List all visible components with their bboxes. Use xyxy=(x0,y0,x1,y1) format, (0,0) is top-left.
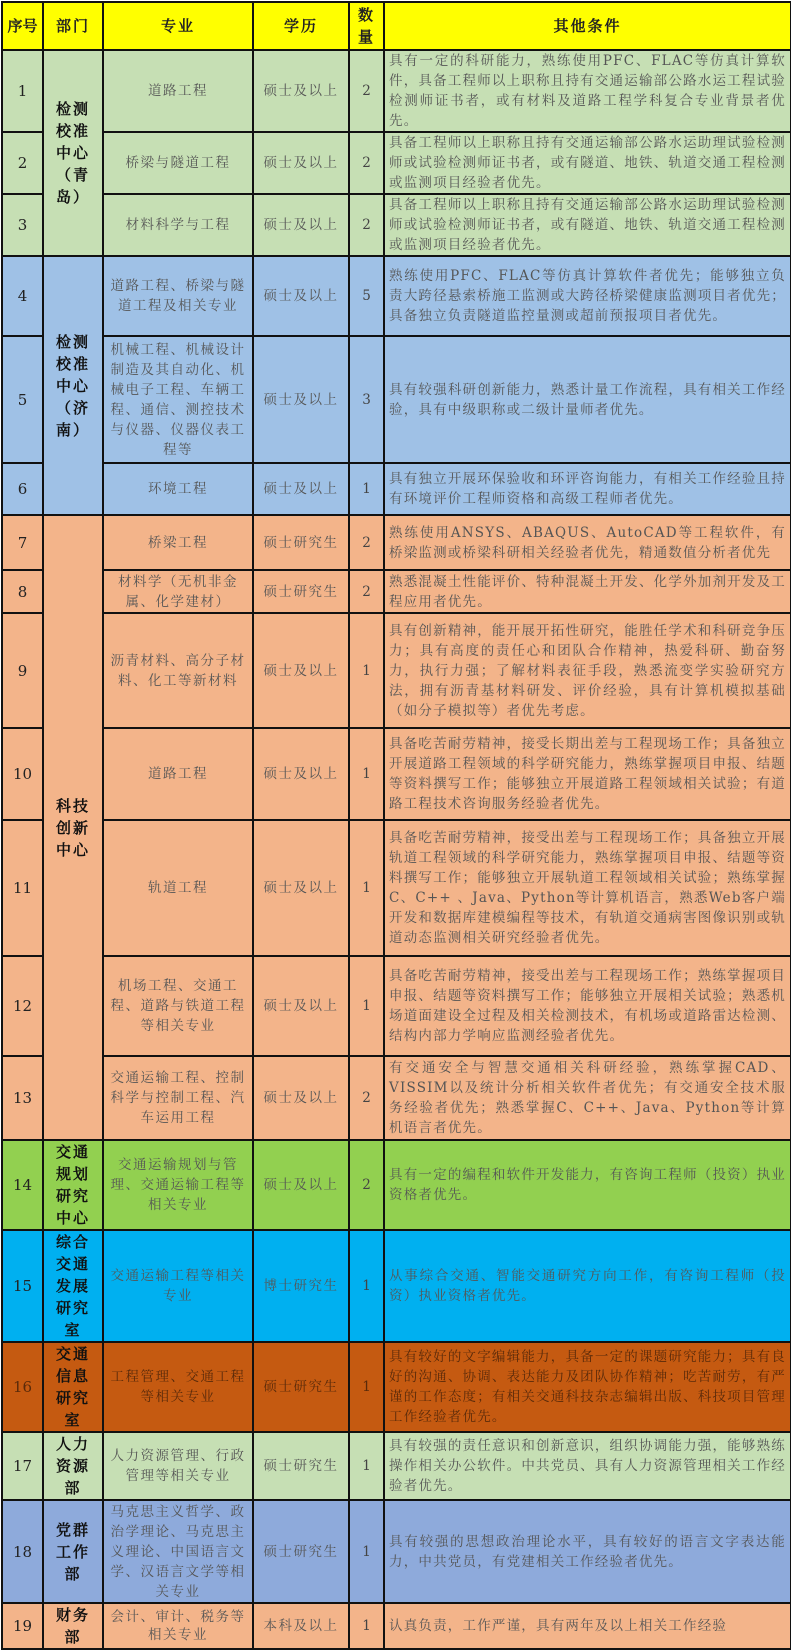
department-cell: 交通信息研究室 xyxy=(43,1342,103,1432)
row-index: 3 xyxy=(2,194,43,256)
count-cell: 2 xyxy=(349,570,384,613)
table-row xyxy=(2,728,791,820)
count-cell: 1 xyxy=(349,956,384,1056)
major-cell: 道路工程 xyxy=(103,50,253,132)
header-edu: 学历 xyxy=(253,2,349,50)
major-cell: 沥青材料、高分子材料、化工等新材料 xyxy=(103,613,253,728)
count-cell: 1 xyxy=(349,463,384,515)
major-cell: 机场工程、交通工程、道路与铁道工程等相关专业 xyxy=(103,956,253,1056)
education-cell: 硕士及以上 xyxy=(253,256,349,336)
header-idx: 序号 xyxy=(2,2,43,50)
education-cell: 硕士及以上 xyxy=(253,956,349,1056)
major-cell: 材料学（无机非金属、化学建材） xyxy=(103,570,253,613)
major-cell: 轨道工程 xyxy=(103,820,253,956)
major-cell: 材料科学与工程 xyxy=(103,194,253,256)
table-row xyxy=(2,1432,791,1500)
major-cell: 道路工程 xyxy=(103,728,253,820)
header-row xyxy=(2,2,791,50)
education-cell: 硕士研究生 xyxy=(253,1342,349,1432)
major-cell: 桥梁与隧道工程 xyxy=(103,132,253,194)
conditions-cell: 熟练使用ANSYS、ABAQUS、AutoCAD等工程软件，有桥梁监测或桥梁科研相关经验者优先，精通数值分析者优先 xyxy=(384,515,791,570)
education-cell: 博士研究生 xyxy=(253,1230,349,1342)
row-index: 1 xyxy=(2,50,43,132)
major-cell: 会计、审计、税务等相关专业 xyxy=(103,1603,253,1649)
table-row xyxy=(2,820,791,956)
count-cell: 1 xyxy=(349,1432,384,1500)
major-cell: 道路工程、桥梁与隧道工程及相关专业 xyxy=(103,256,253,336)
count-cell: 5 xyxy=(349,256,384,336)
table-row xyxy=(2,1230,791,1342)
education-cell: 硕士及以上 xyxy=(253,1056,349,1140)
header-cond: 其他条件 xyxy=(384,2,791,50)
department-cell: 检测校准中心（青岛） xyxy=(43,50,103,256)
conditions-cell: 认真负责，工作严谨，具有两年及以上相关工作经验 xyxy=(384,1603,791,1649)
education-cell: 硕士及以上 xyxy=(253,194,349,256)
row-index: 2 xyxy=(2,132,43,194)
row-index: 8 xyxy=(2,570,43,613)
row-index: 19 xyxy=(2,1603,43,1649)
table-row xyxy=(2,194,791,256)
count-cell: 2 xyxy=(349,1056,384,1140)
table-row xyxy=(2,1500,791,1603)
table-row xyxy=(2,1056,791,1140)
department-cell: 人力资源部 xyxy=(43,1432,103,1500)
department-cell: 检测校准中心（济南） xyxy=(43,256,103,515)
major-cell: 工程管理、交通工程等相关专业 xyxy=(103,1342,253,1432)
conditions-cell: 从事综合交通、智能交通研究方向工作，有咨询工程师（投资）执业资格者优先。 xyxy=(384,1230,791,1342)
education-cell: 硕士及以上 xyxy=(253,1140,349,1230)
education-cell: 硕士及以上 xyxy=(253,336,349,463)
row-index: 10 xyxy=(2,728,43,820)
major-cell: 环境工程 xyxy=(103,463,253,515)
count-cell: 1 xyxy=(349,1500,384,1603)
conditions-cell: 有交通安全与智慧交通相关科研经验，熟练掌握CAD、VISSIM以及统计分析相关软件者优先；有交通安全技术服务经验者优先；熟悉掌握C、C++、Java、Python等计算机语言者优先。 xyxy=(384,1056,791,1140)
education-cell: 硕士研究生 xyxy=(253,515,349,570)
count-cell: 1 xyxy=(349,1342,384,1432)
row-index: 15 xyxy=(2,1230,43,1342)
row-index: 18 xyxy=(2,1500,43,1603)
header-dept: 部门 xyxy=(43,2,103,50)
major-cell: 马克思主义哲学、政治学理论、马克思主义理论、中国语言文学、汉语言文学等相关专业 xyxy=(103,1500,253,1603)
table-row xyxy=(2,515,791,570)
conditions-cell: 具有较强的思想政治理论水平，具有较好的语言文字表达能力，中共党员，有党建相关工作经验者优先。 xyxy=(384,1500,791,1603)
education-cell: 硕士及以上 xyxy=(253,132,349,194)
conditions-cell: 具有较强的责任意识和创新意识，组织协调能力强，能够熟练操作相关办公软件。中共党员、具有人力资源管理相关工作经验者优先。 xyxy=(384,1432,791,1500)
recruitment-table xyxy=(1,1,791,1650)
row-index: 14 xyxy=(2,1140,43,1230)
conditions-cell: 具有创新精神，能开展开拓性研究，能胜任学术和科研竞争压力；具有高度的责任心和团队合作精神，热爱科研、勤奋努力，执行力强；了解材料表征手段，熟悉流变学实验研究方法，拥有沥青基材料研发、评价经验，具有计算机模拟基础（如分子模拟等）者优先考虑。 xyxy=(384,613,791,728)
education-cell: 硕士及以上 xyxy=(253,463,349,515)
department-cell: 财务部 xyxy=(43,1603,103,1649)
count-cell: 1 xyxy=(349,820,384,956)
conditions-cell: 具有一定的科研能力，熟练使用PFC、FLAC等仿真计算软件，具备工程师以上职称且持有交通运输部公路水运工程试验检测师证书者，或有材料及道路工程学科复合专业背景者优先。 xyxy=(384,50,791,132)
table-row xyxy=(2,613,791,728)
count-cell: 2 xyxy=(349,194,384,256)
department-cell: 党群工作部 xyxy=(43,1500,103,1603)
education-cell: 硕士及以上 xyxy=(253,50,349,132)
education-cell: 硕士及以上 xyxy=(253,613,349,728)
major-cell: 交通运输规划与管理、交通运输工程等相关专业 xyxy=(103,1140,253,1230)
row-index: 17 xyxy=(2,1432,43,1500)
education-cell: 硕士研究生 xyxy=(253,1500,349,1603)
department-cell: 交通规划研究中心 xyxy=(43,1140,103,1230)
row-index: 11 xyxy=(2,820,43,956)
major-cell: 交通运输工程等相关专业 xyxy=(103,1230,253,1342)
conditions-cell: 具有较强科研创新能力，熟悉计量工作流程，具有相关工作经验，具有中级职称或二级计量师者优先。 xyxy=(384,336,791,463)
education-cell: 硕士研究生 xyxy=(253,1432,349,1500)
major-cell: 交通运输工程、控制科学与控制工程、汽车运用工程 xyxy=(103,1056,253,1140)
row-index: 6 xyxy=(2,463,43,515)
conditions-cell: 具备吃苦耐劳精神，接受出差与工程现场工作；熟练掌握项目申报、结题等资料撰写工作；能够独立开展相关试验；熟悉机场道面建设全过程及相关检测技术，有机场或道路雷达检测、结构内部力学响应监测经验者优先。 xyxy=(384,956,791,1056)
count-cell: 2 xyxy=(349,515,384,570)
conditions-cell: 具备吃苦耐劳精神，接受长期出差与工程现场工作；具备独立开展道路工程领域的科学研究能力，熟练掌握项目申报、结题等资料撰写工作；能够独立开展道路工程领域相关试验；有道路工程技术咨询服务经验者优先。 xyxy=(384,728,791,820)
row-index: 13 xyxy=(2,1056,43,1140)
count-cell: 1 xyxy=(349,613,384,728)
education-cell: 硕士及以上 xyxy=(253,820,349,956)
count-cell: 2 xyxy=(349,1140,384,1230)
major-cell: 桥梁工程 xyxy=(103,515,253,570)
education-cell: 硕士及以上 xyxy=(253,728,349,820)
conditions-cell: 具备工程师以上职称且持有交通运输部公路水运助理试验检测师或试验检测师证书者，或有隧道、地铁、轨道交通工程检测或监测项目经验者优先。 xyxy=(384,132,791,194)
table-row xyxy=(2,1603,791,1649)
count-cell: 3 xyxy=(349,336,384,463)
education-cell: 硕士研究生 xyxy=(253,570,349,613)
major-cell: 机械工程、机械设计制造及其自动化、机械电子工程、车辆工程、通信、测控技术与仪器、仪器仪表工程等 xyxy=(103,336,253,463)
table-row xyxy=(2,570,791,613)
row-index: 7 xyxy=(2,515,43,570)
table-row xyxy=(2,132,791,194)
row-index: 5 xyxy=(2,336,43,463)
header-num: 数量 xyxy=(349,2,384,50)
table-row xyxy=(2,256,791,336)
row-index: 4 xyxy=(2,256,43,336)
row-index: 12 xyxy=(2,956,43,1056)
conditions-cell: 具备吃苦耐劳精神，接受出差与工程现场工作；具备独立开展轨道工程领域的科学研究能力，熟练掌握项目申报、结题等资料撰写工作；能够独立开展轨道工程领域相关试验；熟练掌握C、C++ 、Java、Python等计算机语言，熟悉Web客户端开发和数据库建模编程等技术，有轨道交通病害图像识别或轨道动态监测相关研究经验者优先。 xyxy=(384,820,791,956)
education-cell: 本科及以上 xyxy=(253,1603,349,1649)
count-cell: 2 xyxy=(349,132,384,194)
table-row xyxy=(2,50,791,132)
conditions-cell: 具有较好的文字编辑能力，具备一定的课题研究能力；具有良好的沟通、协调、表达能力及团队协作精神；吃苦耐劳，有严谨的工作态度；有相关交通科技杂志编辑出版、科技项目管理工作经验者优先。 xyxy=(384,1342,791,1432)
conditions-cell: 熟悉混凝土性能评价、特种混凝土开发、化学外加剂开发及工程应用者优先。 xyxy=(384,570,791,613)
department-cell: 科技创新中心 xyxy=(43,515,103,1140)
conditions-cell: 熟练使用PFC、FLAC等仿真计算软件者优先；能够独立负责大跨径悬索桥施工监测或大跨径桥梁健康监测项目者优先；具备独立负责隧道监控量测或超前预报项目者优先。 xyxy=(384,256,791,336)
count-cell: 1 xyxy=(349,728,384,820)
header-major: 专业 xyxy=(103,2,253,50)
conditions-cell: 具备工程师以上职称且持有交通运输部公路水运助理试验检测师或试验检测师证书者，或有隧道、地铁、轨道交通工程检测或监测项目经验者优先。 xyxy=(384,194,791,256)
row-index: 9 xyxy=(2,613,43,728)
major-cell: 人力资源管理、行政管理等相关专业 xyxy=(103,1432,253,1500)
table-row xyxy=(2,1140,791,1230)
table-row xyxy=(2,336,791,463)
table-row xyxy=(2,463,791,515)
count-cell: 1 xyxy=(349,1230,384,1342)
department-cell: 综合交通发展研究室 xyxy=(43,1230,103,1342)
count-cell: 2 xyxy=(349,50,384,132)
conditions-cell: 具有一定的编程和软件开发能力，有咨询工程师（投资）执业资格者优先。 xyxy=(384,1140,791,1230)
count-cell: 1 xyxy=(349,1603,384,1649)
table-row xyxy=(2,956,791,1056)
table-row xyxy=(2,1342,791,1432)
conditions-cell: 具有独立开展环保验收和环评咨询能力，有相关工作经验且持有环境评价工程师资格和高级工程师者优先。 xyxy=(384,463,791,515)
row-index: 16 xyxy=(2,1342,43,1432)
